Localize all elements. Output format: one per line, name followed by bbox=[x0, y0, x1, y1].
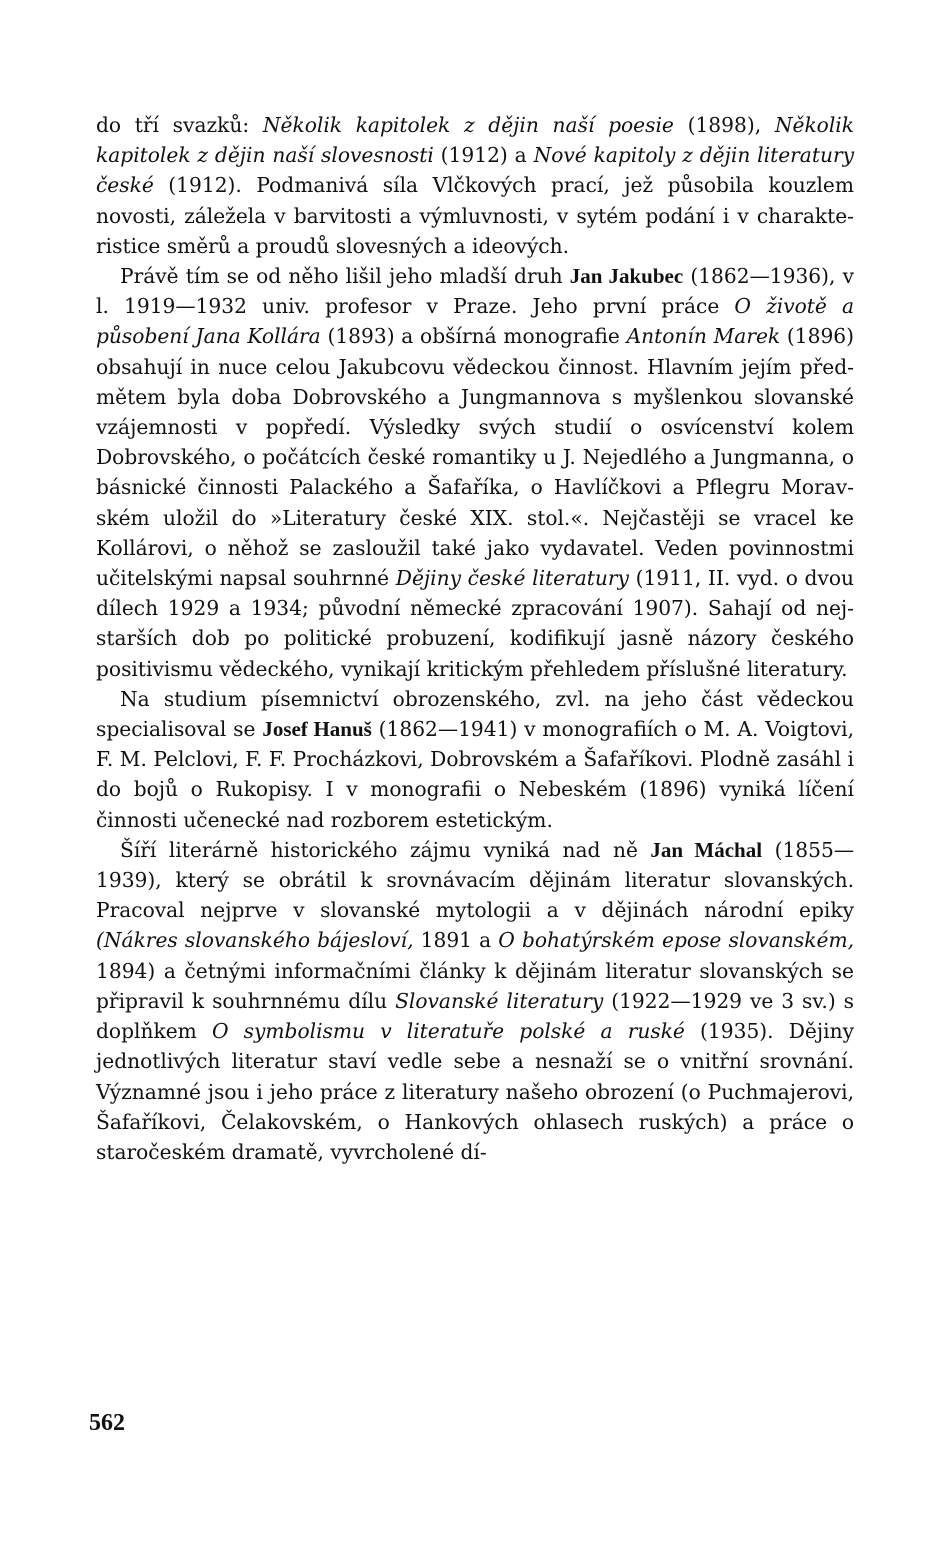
page-number: 562 bbox=[89, 1410, 125, 1436]
italic-title: Několik kapitolek z dějin naší poesie bbox=[262, 113, 674, 137]
author-name: Jan Jakubec bbox=[569, 264, 684, 289]
text-run: (1893) a obšírná monografie bbox=[320, 324, 627, 349]
author-name: Jan Máchal bbox=[650, 837, 763, 862]
text-run: (1912) a bbox=[433, 143, 534, 168]
italic-title: O životě a působení Jana Kollára bbox=[96, 294, 854, 349]
paragraph bbox=[96, 835, 854, 1167]
text-run: (1855—1939), který se obrátil k srovnávacím dějinám literatur slovanských. Pracoval nejprve v slovanské mytologii a v dějinách národní epiky bbox=[96, 837, 855, 923]
text-run: Právě tím se od něho lišil jeho mladší druh bbox=[120, 264, 570, 289]
body-text bbox=[96, 110, 854, 1167]
text-run: (1922—1929 ve 3 sv.) s doplňkem bbox=[96, 988, 854, 1044]
italic-title: Slovanské literatury bbox=[395, 988, 604, 1013]
text-run: (1935). Dějiny jednotlivých literatur staví vedle sebe a nesnaží se o vnitřní srovnání. Významné jsou i jeho práce z literatury našeho obrození (o Puchmajerovi, Šafaříkovi, Čelakovském, o Hankových ohlasech ruských) a práce o staročeském dramatě, vyvrcholené dí- bbox=[96, 1019, 854, 1164]
paragraph bbox=[96, 261, 854, 684]
italic-title: Dějiny české literatury bbox=[395, 566, 629, 591]
italic-title: Několik kapitolek z dějin naší slovesnosti bbox=[96, 113, 854, 168]
text-run: (1912). Podmanivá síla Vlčkových prací, jež působila kouzlem novosti, záležela v barvitosti a výmluvnosti, v sytém podání i v charakteristice směrů a proudů slovesných a ideových. bbox=[96, 173, 854, 258]
paragraph bbox=[96, 110, 854, 261]
author-name: Josef Hanuš bbox=[262, 717, 372, 742]
text-run: Šíří literárně historického zájmu vyniká nad ně bbox=[120, 837, 651, 862]
text-run: (1896) obsahují in nuce celou Jakubcovu vědeckou činnost. Hlavním jejím předmětem byla doba Dobrovského a Jungmannova s myšlenkou slovanské vzájemnosti v popředí. Výsledky svých studií o osvícenství kolem Dobrovského, o počátcích české romantiky u J. Nejedlého a Jungmanna, o básnické činnosti Palackého a Šafaříka, o Havlíčkovi a Pflegru Moravském uložil do »Literatury české XIX. stol.«. Nejčastěji se vracel ke Kollárovi, o něhož se zasloužil také jako vydavatel. Veden povinnostmi učitelskými napsal souhrnné bbox=[96, 324, 855, 591]
text-run: (1898), bbox=[673, 113, 775, 137]
italic-title: Nové kapitoly z dějin literatury české bbox=[96, 143, 855, 198]
italic-title: Antonín Marek bbox=[626, 324, 781, 349]
paragraph bbox=[96, 684, 854, 835]
text-run: Na studium písemnictví obrozenského, zvl. na jeho část vědeckou specialisoval se bbox=[96, 686, 854, 742]
text-run: 1891 a bbox=[413, 928, 499, 953]
italic-title: (Nákres slovanského bájesloví, bbox=[96, 928, 414, 953]
text-run: (1911, II. vyd. o dvou dílech 1929 a 1934; původní německé zpracování 1907). Sahají od nejstarších dob po politické probuzení, kodifikují jasně názory českého positivismu vědeckého, vynikají kritickým přehledem příslušné literatury. bbox=[96, 566, 854, 681]
italic-title: O symbolismu v literatuře polské a ruské bbox=[211, 1019, 685, 1044]
text-run: (1862—1936), v l. 1919—1932 univ. profesor v Praze. Jeho první práce bbox=[96, 264, 854, 319]
text-run: do tří svazků: bbox=[96, 113, 263, 137]
italic-title: O bohatýrském epose slovanském, bbox=[498, 928, 855, 953]
text-run: (1862—1941) v monografiích o M. A. Voigtovi, F. M. Pelclovi, F. F. Procházkovi, Dobrovském a Šafaříkovi. Plodně zasáhl i do bojů o Rukopisy. I v monografii o Nebeském (1896) vyniká líčení činnosti učenecké nad rozborem estetickým. bbox=[96, 717, 855, 832]
text-run: 1894) a četnými informačními články k dějinám literatur slovanských se připravil k souhrnnému dílu bbox=[96, 958, 854, 1013]
